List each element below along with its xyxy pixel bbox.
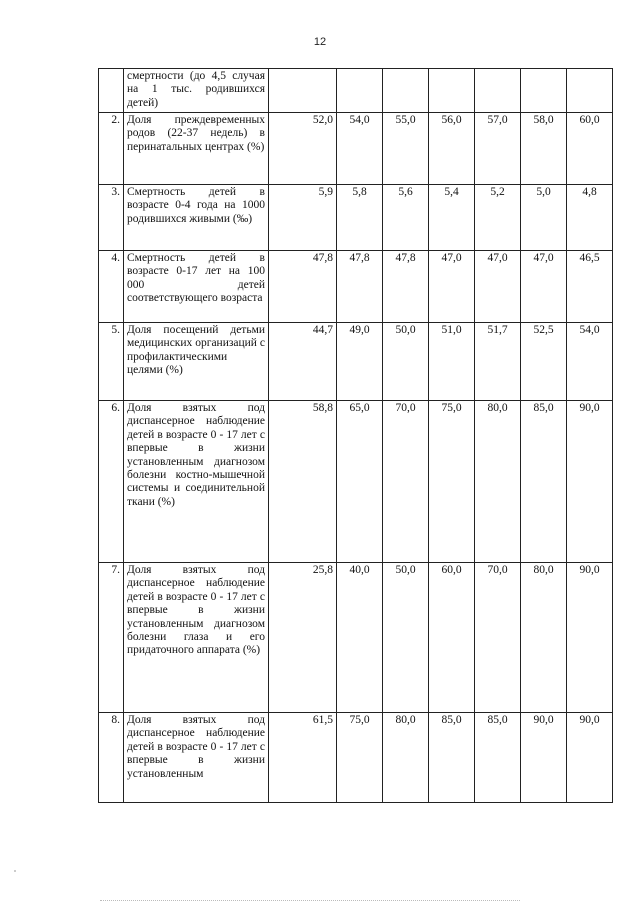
table-row bbox=[99, 713, 613, 803]
row-number: 3. bbox=[99, 185, 124, 251]
target-value-cell: 40,0 bbox=[337, 563, 383, 713]
target-value-cell: 65,0 bbox=[337, 401, 383, 563]
target-value-cell: 90,0 bbox=[521, 713, 567, 803]
row-number: 6. bbox=[99, 401, 124, 563]
target-value-cell: 51,0 bbox=[429, 323, 475, 401]
target-value-cell: 90,0 bbox=[567, 713, 613, 803]
target-value-cell: 55,0 bbox=[383, 113, 429, 185]
base-value-cell: 44,7 bbox=[269, 323, 337, 401]
indicator-label: Доля взятых под диспансерное наблюдение детей в возрасте 0 - 17 лет с впервые в жизни установленным bbox=[124, 713, 269, 803]
table-row bbox=[99, 323, 613, 401]
table-row bbox=[99, 563, 613, 713]
target-value-cell: 5,8 bbox=[337, 185, 383, 251]
indicator-label: Доля взятых под диспансерное наблюдение детей в возрасте 0 - 17 лет с впервые в жизни установленным диагнозом болезни глаза и его придаточного аппарата (%) bbox=[124, 563, 269, 713]
row-number: 5. bbox=[99, 323, 124, 401]
target-value-cell: 58,0 bbox=[521, 113, 567, 185]
base-value-cell: 5,9 bbox=[269, 185, 337, 251]
base-value-cell: 58,8 bbox=[269, 401, 337, 563]
table-row bbox=[99, 69, 613, 113]
indicator-label: Смертность детей в возрасте 0-17 лет на 100 000 детей соответствующего возраста bbox=[124, 251, 269, 323]
target-value-cell: 85,0 bbox=[475, 713, 521, 803]
target-value-cell: 52,5 bbox=[521, 323, 567, 401]
target-value-cell: 56,0 bbox=[429, 113, 475, 185]
row-number: 4. bbox=[99, 251, 124, 323]
target-value-cell: 80,0 bbox=[475, 401, 521, 563]
target-value-cell bbox=[337, 69, 383, 113]
target-value-cell: 50,0 bbox=[383, 563, 429, 713]
table-row bbox=[99, 113, 613, 185]
base-value-cell: 47,8 bbox=[269, 251, 337, 323]
target-value-cell: 57,0 bbox=[475, 113, 521, 185]
target-value-cell: 47,8 bbox=[383, 251, 429, 323]
table-row bbox=[99, 401, 613, 563]
target-value-cell: 85,0 bbox=[429, 713, 475, 803]
base-value-cell: 25,8 bbox=[269, 563, 337, 713]
target-value-cell: 60,0 bbox=[567, 113, 613, 185]
target-value-cell bbox=[567, 69, 613, 113]
page-number: 12 bbox=[313, 36, 327, 48]
target-value-cell: 4,8 bbox=[567, 185, 613, 251]
target-value-cell bbox=[475, 69, 521, 113]
target-value-cell: 54,0 bbox=[337, 113, 383, 185]
target-value-cell: 47,8 bbox=[337, 251, 383, 323]
indicator-label: Доля преждевременных родов (22-37 недель) в перинатальных центрах (%) bbox=[124, 113, 269, 185]
target-value-cell: 5,2 bbox=[475, 185, 521, 251]
target-value-cell: 80,0 bbox=[383, 713, 429, 803]
scan-artifact-line bbox=[100, 900, 520, 902]
row-number: 7. bbox=[99, 563, 124, 713]
target-value-cell: 5,0 bbox=[521, 185, 567, 251]
table-row bbox=[99, 185, 613, 251]
target-value-cell: 47,0 bbox=[521, 251, 567, 323]
target-value-cell: 50,0 bbox=[383, 323, 429, 401]
target-value-cell bbox=[429, 69, 475, 113]
target-value-cell: 70,0 bbox=[475, 563, 521, 713]
target-value-cell: 90,0 bbox=[567, 563, 613, 713]
target-value-cell: 70,0 bbox=[383, 401, 429, 563]
table-body bbox=[99, 69, 613, 803]
target-value-cell: 75,0 bbox=[429, 401, 475, 563]
target-value-cell: 46,5 bbox=[567, 251, 613, 323]
target-value-cell bbox=[383, 69, 429, 113]
target-value-cell: 80,0 bbox=[521, 563, 567, 713]
base-value-cell bbox=[269, 69, 337, 113]
target-value-cell: 75,0 bbox=[337, 713, 383, 803]
base-value-cell: 52,0 bbox=[269, 113, 337, 185]
target-value-cell: 49,0 bbox=[337, 323, 383, 401]
target-value-cell: 51,7 bbox=[475, 323, 521, 401]
target-value-cell: 47,0 bbox=[429, 251, 475, 323]
target-value-cell: 5,4 bbox=[429, 185, 475, 251]
target-value-cell: 54,0 bbox=[567, 323, 613, 401]
target-value-cell: 47,0 bbox=[475, 251, 521, 323]
row-number: 8. bbox=[99, 713, 124, 803]
scan-artifact-dot bbox=[14, 870, 16, 872]
target-value-cell: 60,0 bbox=[429, 563, 475, 713]
indicator-label: смертности (до 4,5 случая на 1 тыс. родившихся детей) bbox=[124, 69, 269, 113]
indicator-label: Доля посещений детьми медицинских организаций с профилактическими целями (%) bbox=[124, 323, 269, 401]
row-number bbox=[99, 69, 124, 113]
indicator-label: Смертность детей в возрасте 0-4 года на 1000 родившихся живыми (‰) bbox=[124, 185, 269, 251]
target-value-cell: 90,0 bbox=[567, 401, 613, 563]
base-value-cell: 61,5 bbox=[269, 713, 337, 803]
indicators-table bbox=[98, 68, 613, 803]
target-value-cell: 5,6 bbox=[383, 185, 429, 251]
table-row bbox=[99, 251, 613, 323]
target-value-cell bbox=[521, 69, 567, 113]
target-value-cell: 85,0 bbox=[521, 401, 567, 563]
indicator-label: Доля взятых под диспансерное наблюдение детей в возрасте 0 - 17 лет с впервые в жизни установленным диагнозом болезни костно-мышечной системы и соединительной ткани (%) bbox=[124, 401, 269, 563]
row-number: 2. bbox=[99, 113, 124, 185]
